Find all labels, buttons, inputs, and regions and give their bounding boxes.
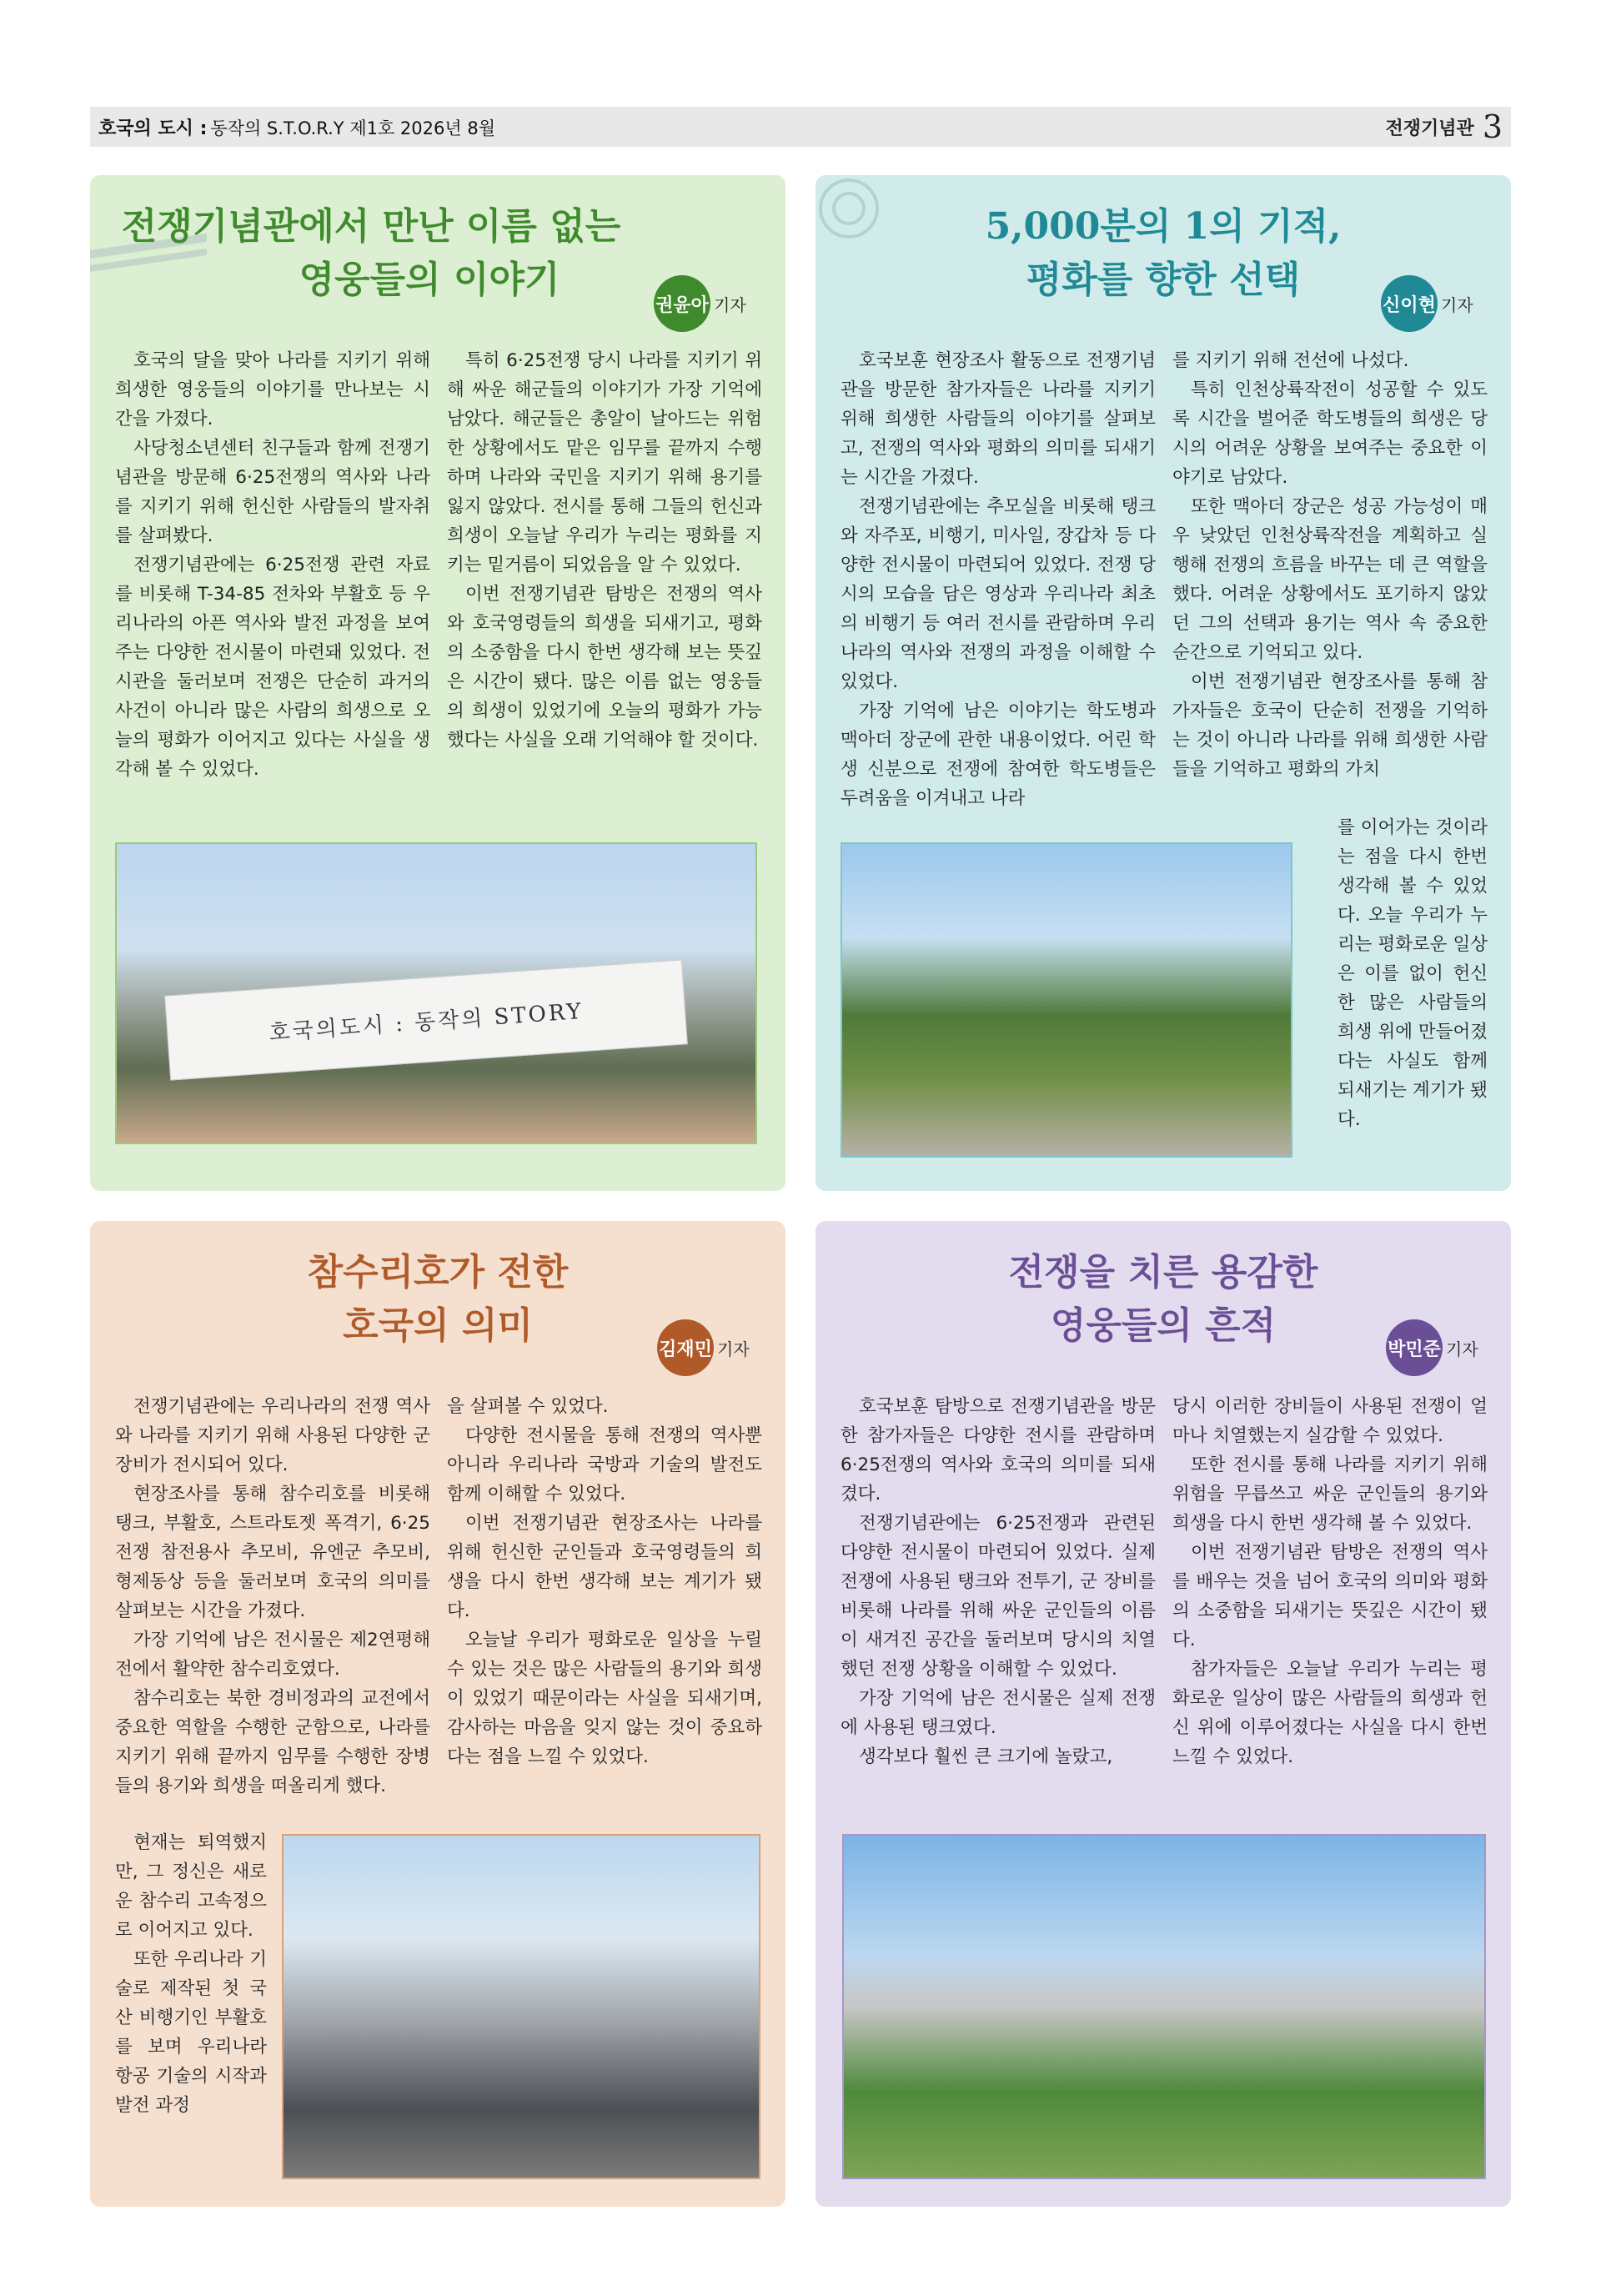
reporter-badge [1386,1319,1478,1376]
article-column-2: 을 살펴볼 수 있었다. 다양한 전시물을 통해 전쟁의 역사뿐 아니라 우리나라 국방과 기술의 발전도 함께 이해할 수 있었다. 이번 전쟁기념관 현장조사는 나라를 위해 헌신한 군인들과 호국영령들의 희생을 다시 한번 생각해 보는 계기가 됐다. 오늘날 우리가 평화로운 일상을 누릴 수 있는 것은 많은 사람들의 용기와 희생이 있었기 때문이라는 사실을 되새기며, 감사하는 마음을 잊지 않는 것이 중요하다는 점을 느낄 수 있었다. [447,1396,762,1767]
article-card-2 [816,175,1511,1191]
reporter-badge [1381,275,1473,332]
article-column-1-continued: 현재는 퇴역했지만, 그 정신은 새로운 참수리 고속정으로 이어지고 있다. 또한 우리나라 기술로 제작된 첫 국산 비행기인 부활호를 보며 우리나라 항공 기술의 시작과 발전 과정 [115,1832,267,2116]
article-title: 전쟁을 치른 용감한 영웅들의 흔적 [1008,1251,1318,1347]
article-title: 전쟁기념관에서 만난 이름 없는 영웅들의 이야기 [121,205,621,301]
article-card-3 [90,1221,785,2207]
article-card-4 [816,1221,1511,2207]
reporter-badge [657,1319,750,1376]
reporter-suffix: 기자 [714,294,746,315]
photo-banner: 호국의도시 : 동작의 STORY [164,959,688,1080]
reporter-name: 김재민 [657,1319,714,1376]
reporter-suffix: 기자 [1446,1339,1478,1359]
page-number: 3 [1482,108,1503,145]
article-column-1: 호국의 달을 맞아 나라를 지키기 위해 희생한 영웅들의 이야기를 만나보는 시간을 가졌다. 사당청소년센터 친구들과 함께 전쟁기념관을 방문해 6·25전쟁의 역사와 나라를 지키기 위해 헌신한 사람들의 발자취를 살펴봤다. 전쟁기념관에는 6·25전쟁 관련 자료를 비롯해 T-34-85 전차와 부활호 등 우리나라의 아픈 역사와 발전 과정을 보여주는 다양한 전시물이 마련돼 있었다. 전시관을 둘러보며 전쟁은 단순히 과거의 사건이 아니라 많은 사람의 희생으로 오늘의 평화가 이어지고 있다는 사실을 생각해 볼 수 있었다. [115,350,430,780]
reporter-name: 권윤아 [654,275,710,332]
article-title: 5,000분의 1의 기적, 평화를 향한 선택 [985,205,1342,301]
article-column-2: 특히 6·25전쟁 당시 나라를 지키기 위해 싸운 해군들의 이야기가 가장 기억에 남았다. 해군들은 총알이 날아드는 위험한 상황에서도 맡은 임무를 끝까지 수행하며 나라와 국민을 지키기 위해 용기를 잃지 않았다. 전시를 통해 그들의 헌신과 희생이 오늘날 우리가 누리는 평화를 지키는 밑거름이 되었음을 알 수 있었다. 이번 전쟁기념관 탐방은 전쟁의 역사와 호국영령들의 희생을 되새기고, 평화의 소중함을 다시 한번 생각해 보는 뜻깊은 시간이 됐다. 많은 이름 없는 영웅들의 희생이 있었기에 오늘의 평화가 가능했다는 사실을 오래 기억해야 할 것이다. [447,350,762,751]
header-left [98,114,495,140]
reporter-suffix: 기자 [717,1339,750,1359]
article-photo [842,1834,1486,2179]
reporter-suffix: 기자 [1441,294,1473,315]
article-column-1: 전쟁기념관에는 우리나라의 전쟁 역사와 나라를 지키기 위해 사용된 다양한 군 장비가 전시되어 있다. 현장조사를 통해 참수리호를 비롯해 탱크, 부활호, 스트라토젯 폭격기, 6·25전쟁 참전용사 추모비, 유엔군 추모비, 형제동상 등을 둘러보며 호국의 의미를 살펴보는 시간을 가졌다. 가장 기억에 남은 전시물은 제2연평해전에서 활약한 참수리호였다. 참수리호는 북한 경비정과의 교전에서 중요한 역할을 수행한 군함으로, 나라를 지키기 위해 끝까지 임무를 수행한 장병들의 용기와 희생을 떠올리게 했다. [115,1396,430,1796]
article-title: 참수리호가 전한 호국의 의미 [307,1251,569,1347]
reporter-name: 박민준 [1386,1319,1443,1376]
article-card-1 [90,175,785,1191]
issue-info: 동작의 S.T.O.R.Y 제1호 2026년 8월 [210,118,495,138]
reporter-badge [654,275,746,332]
article-photo [282,1834,760,2179]
header-right [1386,108,1503,145]
article-column-1: 호국보훈 현장조사 활동으로 전쟁기념관을 방문한 참가자들은 나라를 지키기 위해 희생한 사람들의 이야기를 살펴보고, 전쟁의 역사와 평화의 의미를 되새기는 시간을 가졌다. 전쟁기념관에는 추모실을 비롯해 탱크와 자주포, 비행기, 미사일, 장갑차 등 다양한 전시물이 마련되어 있었다. 전쟁 당시의 모습을 담은 영상과 우리나라 최초의 비행기 등 여러 전시를 관람하며 우리나라의 역사와 전쟁의 과정을 이해할 수 있었다. 가장 기억에 남은 이야기는 학도병과 맥아더 장군에 관한 내용이었다. 어린 학생 신분으로 전쟁에 참여한 학도병들은 두려움을 이겨내고 나라 [841,350,1156,809]
article-column-2: 를 지키기 위해 전선에 나섰다. 특히 인천상륙작전이 성공할 수 있도록 시간을 벌어준 학도병들의 희생은 당시의 어려운 상황을 보여주는 중요한 이야기로 남았다. 또한 맥아더 장군은 성공 가능성이 매우 낮았던 인천상륙작전을 계획하고 실행해 전쟁의 흐름을 바꾸는 데 큰 역할을 했다. 어려운 상황에서도 포기하지 않았던 그의 선택과 용기는 역사 속 중요한 순간으로 기억되고 있다. 이번 전쟁기념관 현장조사를 통해 참가자들은 호국이 단순히 전쟁을 기억하는 것이 아니라 나라를 위해 희생한 사람들을 기억하고 평화의 가치 [1172,350,1488,780]
reporter-name: 신이현 [1381,275,1438,332]
article-column-1: 호국보훈 탐방으로 전쟁기념관을 방문한 참가자들은 다양한 전시를 관람하며 6·25전쟁의 역사와 호국의 의미를 되새겼다. 전쟁기념관에는 6·25전쟁과 관련된 다양한 전시물이 마련되어 있었다. 실제 전쟁에 사용된 탱크와 전투기, 군 장비를 비롯해 나라를 위해 싸운 군인들의 이름이 새겨진 공간을 둘러보며 당시의 치열했던 전쟁 상황을 이해할 수 있었다. 가장 기억에 남은 전시물은 실제 전쟁에 사용된 탱크였다. 생각보다 훨씬 큰 크기에 놀랐고, [841,1396,1156,1767]
article-photo [841,842,1292,1158]
brand-title: 호국의 도시 : [98,118,208,139]
article-column-3: 를 이어가는 것이라는 점을 다시 한번 생각해 볼 수 있었다. 오늘 우리가 누리는 평화로운 일상은 이를 없이 헌신한 많은 사람들의 희생 위에 만들어졌다는 사실도 함께 되새기는 계기가 됐다. [1338,817,1488,1130]
page-header [90,107,1511,147]
article-photo [115,842,757,1144]
section-name: 전쟁기념관 [1385,118,1474,139]
article-column-2: 당시 이러한 장비들이 사용된 전쟁이 얼마나 치열했는지 실감할 수 있었다. 또한 전시를 통해 나라를 지키기 위해 위험을 무릅쓰고 싸운 군인들의 용기와 희생을 다시 한번 생각해 볼 수 있었다. 이번 전쟁기념관 탐방은 전쟁의 역사를 배우는 것을 넘어 호국의 의미와 평화의 소중함을 되새기는 뜻깊은 시간이 됐다. 참가자들은 오늘날 우리가 누리는 평화로운 일상이 많은 사람들의 희생과 헌신 위에 이루어졌다는 사실을 다시 한번 느낄 수 있었다. [1172,1396,1488,1767]
